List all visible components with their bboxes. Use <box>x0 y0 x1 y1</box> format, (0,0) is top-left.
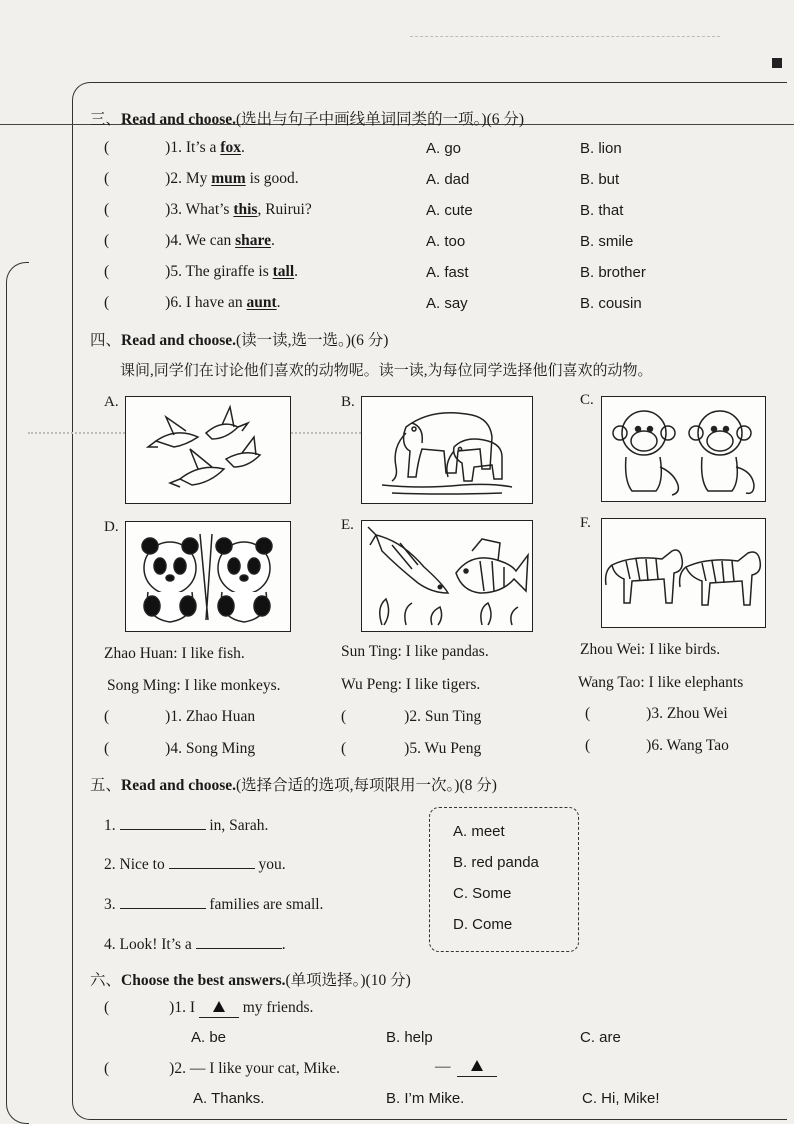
item-prefix: 4. Look! It’s a <box>104 936 196 953</box>
pandas-icon <box>126 522 290 631</box>
picture-label-d: D. <box>104 519 119 535</box>
fish-icon <box>362 521 532 631</box>
question-text: )1. I <box>169 999 199 1016</box>
answer-text: )4. Song Ming <box>165 740 256 757</box>
picture-label-a: A. <box>104 394 119 410</box>
item-suffix: you. <box>254 856 286 873</box>
option-a[interactable]: A. say <box>426 295 468 312</box>
fill-blank[interactable] <box>169 854 255 869</box>
s5-item-4 <box>104 934 286 954</box>
pandas-picture[interactable] <box>125 521 291 632</box>
picture-label-c: C. <box>580 392 594 408</box>
fish-picture[interactable] <box>361 520 533 632</box>
item-text: )6. I have an <box>165 294 247 311</box>
answer-paren[interactable]: ( <box>341 740 347 757</box>
s3-item-1 <box>104 139 245 157</box>
word-bank-option: A. meet <box>453 823 505 840</box>
option-c[interactable]: C. are <box>580 1029 621 1046</box>
elephants-icon <box>362 397 532 503</box>
fill-blank[interactable] <box>120 815 206 830</box>
option-b[interactable]: B. brother <box>580 264 646 281</box>
answer-paren[interactable]: ( <box>104 201 110 218</box>
monkeys-icon <box>602 397 765 501</box>
item-text: )4. We can <box>165 232 236 249</box>
answer-paren[interactable]: ( <box>104 139 110 156</box>
option-a[interactable]: A. be <box>191 1029 227 1046</box>
answer-paren[interactable]: ( <box>104 170 110 187</box>
underlined-word: aunt <box>246 294 277 311</box>
option-a[interactable]: A. go <box>426 140 462 157</box>
underlined-word: share <box>235 232 271 249</box>
s4-answer-3 <box>585 705 728 723</box>
item-suffix: in, Sarah. <box>205 817 269 834</box>
statement-zhou-wei: Zhou Wei: I like birds. <box>580 641 721 658</box>
statement-zhao-huan: Zhao Huan: I like fish. <box>104 645 245 662</box>
fill-blank[interactable] <box>120 894 206 909</box>
option-a[interactable]: A. Thanks. <box>193 1090 265 1107</box>
item-suffix: families are small. <box>205 896 324 913</box>
option-a[interactable]: A. cute <box>426 202 473 219</box>
picture-label-e: E. <box>341 517 354 533</box>
answer-text: )3. Zhou Wei <box>646 705 728 722</box>
s3-item-3 <box>104 201 312 219</box>
section-title-en: Read and choose. <box>121 777 236 794</box>
underlined-word: tall <box>272 263 295 280</box>
question-text: )2. — I like your cat, Mike. <box>169 1060 341 1077</box>
s4-answer-1 <box>104 708 255 726</box>
section-4-heading <box>90 328 388 350</box>
underlined-word: mum <box>211 170 246 187</box>
s4-answer-5 <box>341 740 481 758</box>
s3-item-4 <box>104 232 275 250</box>
elephants-picture[interactable] <box>361 396 533 504</box>
item-text-end: . <box>294 263 299 280</box>
option-c[interactable]: C. Hi, Mike! <box>582 1090 660 1107</box>
triangle-icon <box>213 1001 225 1012</box>
item-text-end: . <box>270 232 275 249</box>
item-text: )1. It’s a <box>165 139 221 156</box>
s4-answer-2 <box>341 708 481 726</box>
corner-mark <box>772 58 782 68</box>
picture-label-b: B. <box>341 394 355 410</box>
s3-item-5 <box>104 263 298 281</box>
item-text-end: , Ruirui? <box>257 201 312 218</box>
s5-item-3 <box>104 894 323 914</box>
option-b[interactable]: B. help <box>386 1029 433 1046</box>
word-bank-option: D. Come <box>453 916 513 933</box>
triangle-icon <box>471 1060 483 1071</box>
section-title-cn: (选择合适的选项,每项限用一次。)(8 分) <box>236 777 497 794</box>
monkeys-picture[interactable] <box>601 396 766 502</box>
section-title-en: Read and choose. <box>121 111 236 128</box>
answer-text: )2. Sun Ting <box>404 708 482 725</box>
item-prefix: 3. <box>104 896 120 913</box>
section-title-cn: (单项选择。)(10 分) <box>285 972 411 989</box>
section-number: 四、 <box>90 332 122 349</box>
question-text-end: my friends. <box>238 999 314 1016</box>
tigers-picture[interactable] <box>601 518 766 628</box>
option-b[interactable]: B. cousin <box>580 295 642 312</box>
s4-answer-6 <box>585 737 729 755</box>
fill-blank[interactable] <box>196 934 282 949</box>
answer-paren[interactable]: ( <box>104 1060 110 1077</box>
section-4-intro: 课间,同学们在讨论他们喜欢的动物呢。读一读,为每位同学选择他们喜欢的动物。 <box>120 363 653 379</box>
section-title-cn: (选出与句子中画线单词同类的一项。)(6 分) <box>236 111 525 128</box>
section-title-cn: (读一读,选一选。)(6 分) <box>236 332 389 349</box>
underlined-word: fox <box>220 139 241 156</box>
word-bank-option: C. Some <box>453 885 512 902</box>
section-title-en: Choose the best answers. <box>121 972 286 989</box>
s3-item-2 <box>104 170 299 188</box>
answer-text: )5. Wu Peng <box>404 740 482 757</box>
birds-picture[interactable] <box>125 396 291 504</box>
option-a[interactable]: A. fast <box>426 264 469 281</box>
underlined-word: this <box>233 201 258 218</box>
answer-paren[interactable]: ( <box>341 708 347 725</box>
answer-paren[interactable]: ( <box>585 737 591 754</box>
tigers-icon <box>602 519 765 627</box>
section-number: 五、 <box>90 777 122 794</box>
answer-paren[interactable]: ( <box>104 740 110 757</box>
statement-song-ming: Song Ming: I like monkeys. <box>107 677 281 694</box>
option-b[interactable]: B. that <box>580 202 624 219</box>
s6-q2-response <box>435 1058 497 1077</box>
statement-sun-ting: Sun Ting: I like pandas. <box>341 643 489 660</box>
item-text: )2. My <box>165 170 212 187</box>
answer-paren[interactable]: ( <box>104 232 110 249</box>
section-5-heading <box>90 773 497 795</box>
s4-answer-4 <box>104 740 255 758</box>
item-text: )3. What’s <box>165 201 234 218</box>
answer-paren[interactable]: ( <box>104 294 110 311</box>
option-a[interactable]: A. dad <box>426 171 470 188</box>
answer-paren[interactable]: ( <box>104 263 110 280</box>
margin-bracket <box>6 262 29 1124</box>
answer-paren[interactable]: ( <box>104 708 110 725</box>
item-text-end: . <box>276 294 281 311</box>
answer-paren[interactable]: ( <box>104 999 110 1016</box>
option-b[interactable]: B. smile <box>580 233 634 250</box>
answer-paren[interactable]: ( <box>585 705 591 722</box>
response-dash: — <box>435 1058 451 1075</box>
item-prefix: 2. Nice to <box>104 856 169 873</box>
section-title-en: Read and choose. <box>121 332 236 349</box>
item-prefix: 1. <box>104 817 120 834</box>
option-b[interactable]: B. I’m Mike. <box>386 1090 465 1107</box>
s6-q2 <box>104 1060 340 1078</box>
item-text-end: . <box>240 139 245 156</box>
statement-wang-tao: Wang Tao: I like elephants <box>578 674 744 691</box>
picture-label-f: F. <box>580 515 591 531</box>
section-number: 六、 <box>90 972 122 989</box>
item-text: )5. The giraffe is <box>165 263 273 280</box>
answer-blank[interactable] <box>457 1058 497 1077</box>
s5-item-1 <box>104 815 268 835</box>
section-number: 三、 <box>90 111 122 128</box>
s3-item-6 <box>104 294 281 312</box>
answer-text: )6. Wang Tao <box>646 737 729 754</box>
item-suffix: . <box>281 936 286 953</box>
faint-scan-line <box>410 36 720 37</box>
option-a[interactable]: A. too <box>426 233 466 250</box>
item-text-end: is good. <box>245 170 299 187</box>
word-bank-option: B. red panda <box>453 854 539 871</box>
answer-blank[interactable] <box>199 999 239 1018</box>
s5-item-2 <box>104 854 286 874</box>
section-3-heading <box>90 107 524 129</box>
birds-icon <box>126 397 290 503</box>
section-6-heading <box>90 968 411 990</box>
statement-wu-peng: Wu Peng: I like tigers. <box>341 676 481 693</box>
option-b[interactable]: B. lion <box>580 140 622 157</box>
s6-q1 <box>104 999 313 1018</box>
answer-text: )1. Zhao Huan <box>165 708 256 725</box>
option-b[interactable]: B. but <box>580 171 620 188</box>
